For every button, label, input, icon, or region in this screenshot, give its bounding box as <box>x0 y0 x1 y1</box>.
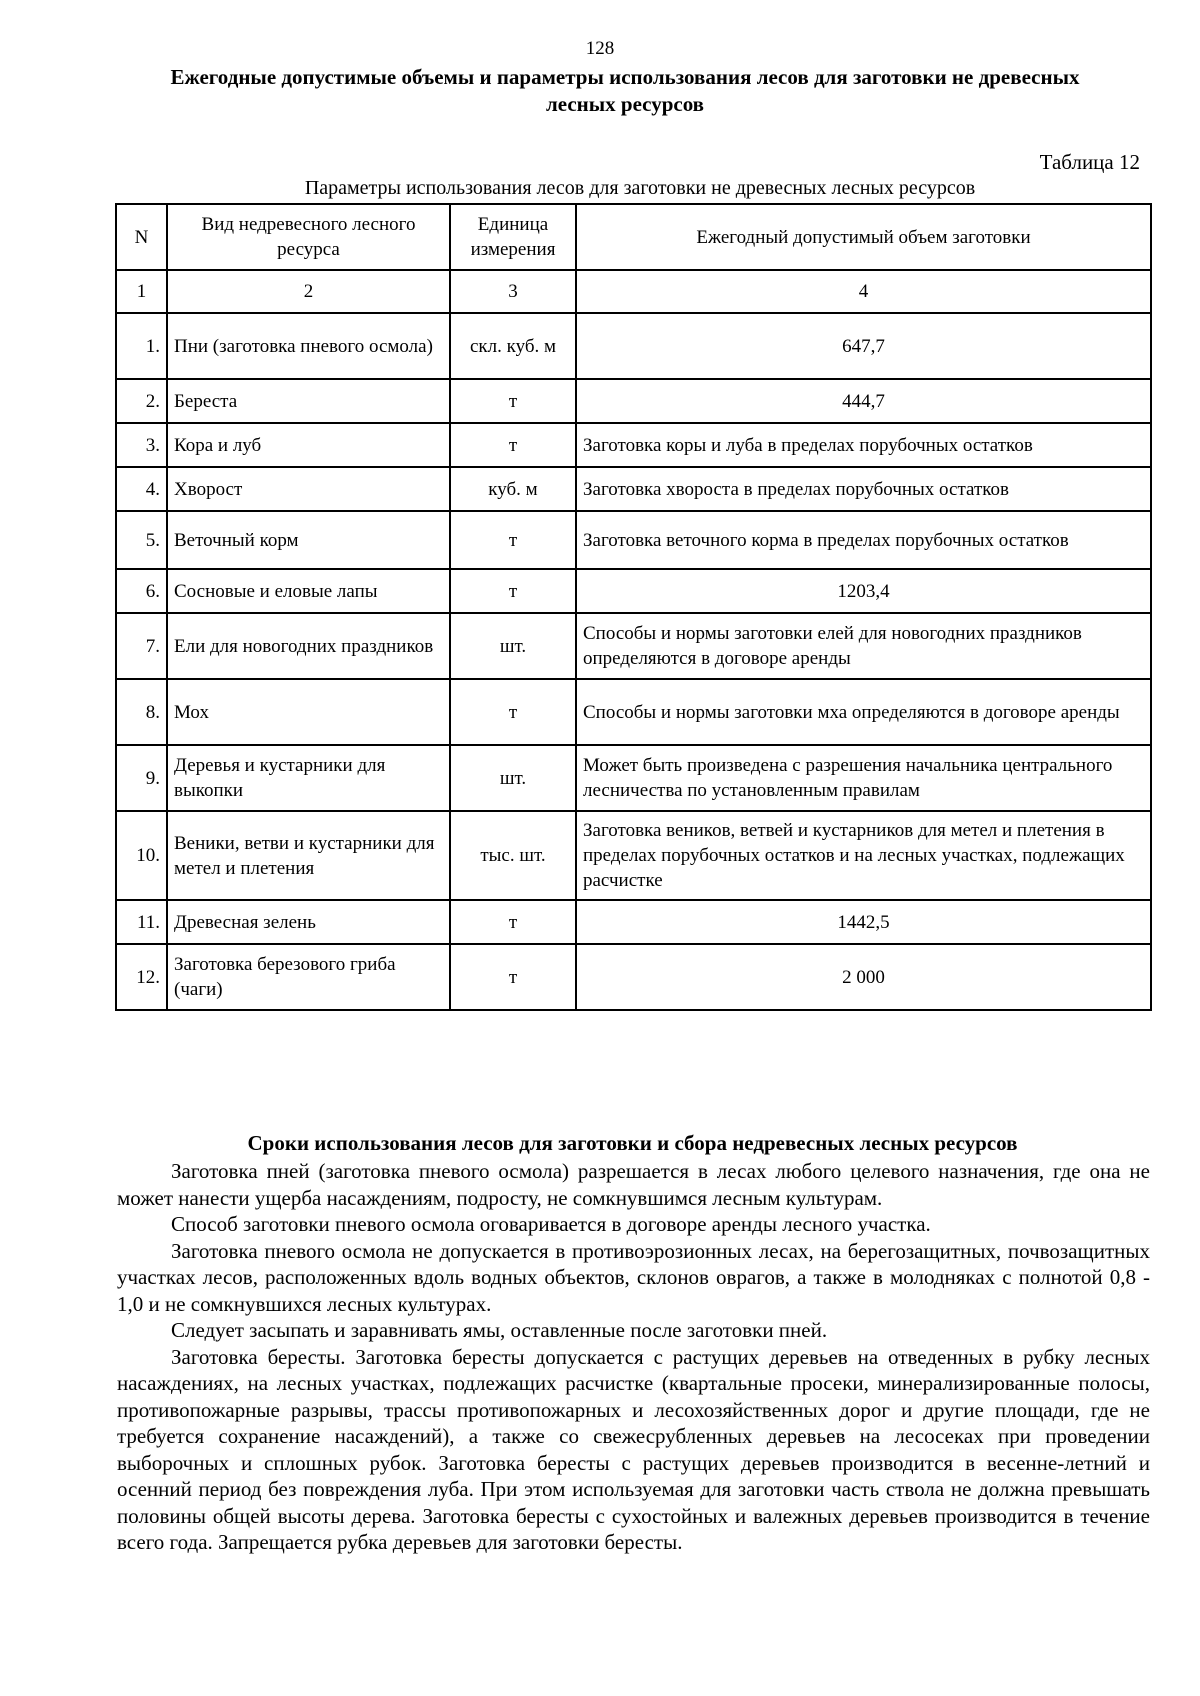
table-row <box>116 944 1151 1010</box>
unit-cell: т <box>450 511 576 569</box>
volume-cell: Способы и нормы заготовки мха определяются в договоре аренды <box>576 679 1151 745</box>
unit-cell: т <box>450 944 576 1010</box>
table-label: Таблица 12 <box>1039 150 1140 174</box>
row-number-cell: 12. <box>116 944 167 1010</box>
volume-cell: 647,7 <box>576 313 1151 379</box>
unit-cell: т <box>450 569 576 613</box>
parameters-table <box>115 203 1152 1011</box>
volume-cell: Заготовка хвороста в пределах порубочных остатков <box>576 467 1151 511</box>
unit-cell: куб. м <box>450 467 576 511</box>
header-cell-resource: Вид недревесного лесного ресурса <box>167 204 450 270</box>
table-row <box>116 511 1151 569</box>
resource-cell: Хворост <box>167 467 450 511</box>
table-row <box>116 379 1151 423</box>
page-title: Ежегодные допустимые объемы и параметры использования лесов для заготовки не древесных лесных ресурсов <box>170 65 1080 116</box>
column-number-cell: 1 <box>116 270 167 313</box>
table-row <box>116 679 1151 745</box>
resource-cell: Древесная зелень <box>167 900 450 944</box>
row-number-cell: 10. <box>116 811 167 900</box>
row-number-cell: 6. <box>116 569 167 613</box>
unit-cell: т <box>450 423 576 467</box>
table-row <box>116 745 1151 811</box>
volume-cell: Может быть произведена с разрешения начальника центрального лесничества по установленным правилам <box>576 745 1151 811</box>
volume-cell: 444,7 <box>576 379 1151 423</box>
volume-cell: Способы и нормы заготовки елей для новогодних праздников определяются в договоре аренды <box>576 613 1151 679</box>
resource-cell: Заготовка березового гриба (чаги) <box>167 944 450 1010</box>
header-cell-unit: Единица измерения <box>450 204 576 270</box>
column-number-cell: 4 <box>576 270 1151 313</box>
row-number-cell: 9. <box>116 745 167 811</box>
row-number-cell: 5. <box>116 511 167 569</box>
unit-cell: шт. <box>450 745 576 811</box>
table-row <box>116 811 1151 900</box>
table-row <box>116 423 1151 467</box>
header-cell-n: N <box>116 204 167 270</box>
row-number-cell: 4. <box>116 467 167 511</box>
resource-cell: Мох <box>167 679 450 745</box>
resource-cell: Пни (заготовка пневого осмола) <box>167 313 450 379</box>
column-number-cell: 3 <box>450 270 576 313</box>
row-number-cell: 8. <box>116 679 167 745</box>
paragraph: Заготовка пней (заготовка пневого осмола) разрешается в лесах любого целевого назначения, где она не может нанести ущерба насаждениям, подросту, не сомкнувшимся лесным культурам. <box>117 1159 1150 1210</box>
unit-cell: т <box>450 900 576 944</box>
section-body <box>117 1158 1150 1556</box>
volume-cell: Заготовка веточного корма в пределах порубочных остатков <box>576 511 1151 569</box>
row-number-cell: 1. <box>116 313 167 379</box>
resource-cell: Ели для новогодних праздников <box>167 613 450 679</box>
unit-cell: тыс. шт. <box>450 811 576 900</box>
resource-cell: Деревья и кустарники для выкопки <box>167 745 450 811</box>
page-number: 128 <box>585 38 615 59</box>
unit-cell: т <box>450 679 576 745</box>
row-number-cell: 11. <box>116 900 167 944</box>
resource-cell: Кора и луб <box>167 423 450 467</box>
table-row <box>116 613 1151 679</box>
paragraph: Способ заготовки пневого осмола оговаривается в договоре аренды лесного участка. <box>171 1212 931 1236</box>
resource-cell: Веточный корм <box>167 511 450 569</box>
unit-cell: шт. <box>450 613 576 679</box>
table-row <box>116 569 1151 613</box>
volume-cell: 1442,5 <box>576 900 1151 944</box>
column-number-cell: 2 <box>167 270 450 313</box>
unit-cell: т <box>450 379 576 423</box>
volume-cell: Заготовка веников, ветвей и кустарников для метел и плетения в пределах порубочных остатков и на лесных участках, подлежащих расчистке <box>576 811 1151 900</box>
resource-cell: Сосновые и еловые лапы <box>167 569 450 613</box>
section-heading: Сроки использования лесов для заготовки и сбора недревесных лесных ресурсов <box>247 1131 1018 1155</box>
table-row <box>116 900 1151 944</box>
volume-cell: 2 000 <box>576 944 1151 1010</box>
column-number-row <box>116 270 1151 313</box>
paragraph: Следует засыпать и заравнивать ямы, оставленные после заготовки пней. <box>171 1318 828 1342</box>
volume-cell: Заготовка коры и луба в пределах порубочных остатков <box>576 423 1151 467</box>
header-cell-volume: Ежегодный допустимый объем заготовки <box>576 204 1151 270</box>
paragraph: Заготовка пневого осмола не допускается в противоэрозионных лесах, на берегозащитных, почвозащитных участках лесов, расположенных вдоль водных объектов, склонов оврагов, а также в молодняках с полнотой 0,8 - 1,0 и не сомкнувшихся лесных культурах. <box>117 1238 1150 1316</box>
row-number-cell: 2. <box>116 379 167 423</box>
row-number-cell: 3. <box>116 423 167 467</box>
resource-cell: Береста <box>167 379 450 423</box>
table-caption: Параметры использования лесов для заготовки не древесных лесных ресурсов <box>304 177 976 199</box>
table-row <box>116 313 1151 379</box>
unit-cell: скл. куб. м <box>450 313 576 379</box>
paragraph: Заготовка бересты. Заготовка бересты допускается с растущих деревьев на отведенных в рубку лесных насаждениях, на лесных участках, подлежащих расчистке (квартальные просеки, минерализированные полосы, противопожарные разрывы, трассы противопожарных и лесохозяйственных дорог и другие площади, где не требуется сохранение насаждений), а также со свежесрубленных деревьев на лесосеках при проведении выборочных и сплошных рубок. Заготовка бересты с растущих деревьев производится в весенне-летний и осенний период без повреждения луба. При этом используемая для заготовки часть ствола не должна превышать половины общей высоты дерева. Заготовка бересты с сухостойных и валежных деревьев производится в течение всего года. Запрещается рубка деревьев для заготовки бересты. <box>117 1344 1150 1554</box>
resource-cell: Веники, ветви и кустарники для метел и плетения <box>167 811 450 900</box>
table-header-row <box>116 204 1151 270</box>
volume-cell: 1203,4 <box>576 569 1151 613</box>
table-row <box>116 467 1151 511</box>
row-number-cell: 7. <box>116 613 167 679</box>
